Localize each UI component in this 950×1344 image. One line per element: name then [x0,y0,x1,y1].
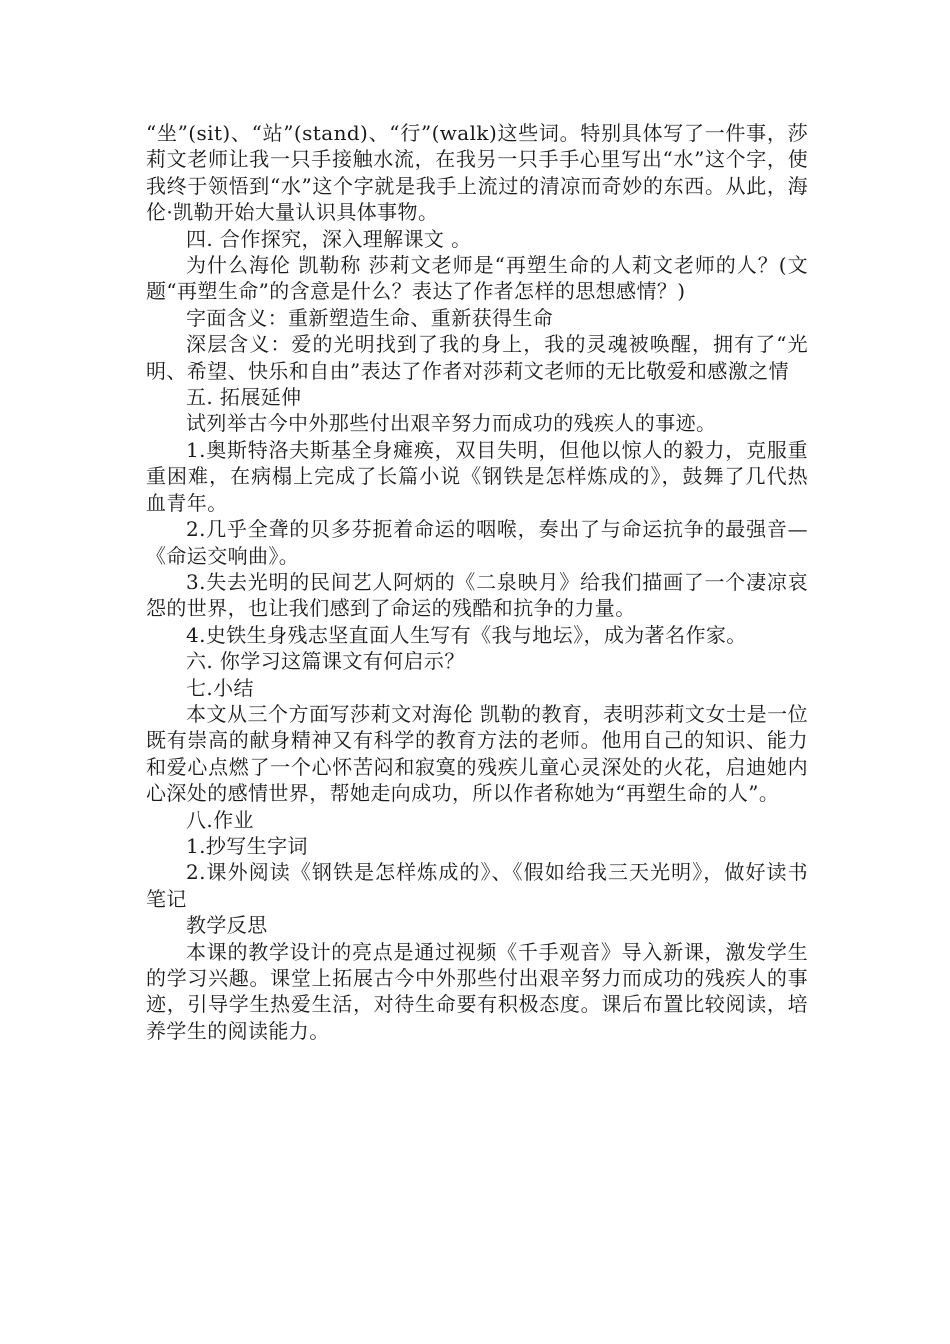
list-item-example-3: 3.失去光明的民间艺人阿炳的《二泉映月》给我们描画了一个凄凉哀怨的世界，也让我们感到了命运的残酷和抗争的力量。 [146,569,808,621]
list-item-example-4: 4.史铁生身残志坚直面人生写有《我与地坛》，成为著名作家。 [186,622,747,647]
list-item-homework-2: 2.课外阅读《钢铁是怎样炼成的》、《假如给我三天光明》，做好读书笔记 [146,860,808,911]
paragraph-question: 为什么海伦 凯勒称 莎莉文老师是“再塑生命的人莉文老师的人？(文题“再塑生命”的含意是什么？表达了作者怎样的思想感情？) [146,253,808,304]
section-heading-reflection: 教学反思 [186,913,268,938]
list-item-example-2: 2.几乎全聋的贝多芬扼着命运的咽喉，奏出了与命运抗争的最强音—《命运交响曲》。 [146,517,808,568]
paragraph-intro-continuation: “坐”(sit)、“站”(stand)、“行”(walk)这些词。特别具体写了一件事，莎莉文老师让我一只手接触水流，在我另一只手手心里写出“水”这个字，使我终于领悟到“水”这个字就是我手上流过的清凉而奇妙的东西。从此，海伦·凯勒开始大量认识具体事物。 [146,121,808,225]
section-heading-extension: 五. 拓展延伸 [186,385,302,410]
paragraph-literal-meaning: 字面含义：重新塑造生命、重新获得生命 [186,305,554,330]
section-heading-cooperative-inquiry: 四. 合作探究，深入理解课文 。 [186,226,472,251]
list-item-example-1: 1.奥斯特洛夫斯基全身瘫痪，双目失明，但他以惊人的毅力，克服重重困难，在病榻上完成了长篇小说《钢铁是怎样炼成的》，鼓舞了几代热血青年。 [146,437,808,515]
document-page [146,120,808,1044]
section-heading-summary: 七.小结 [186,675,254,700]
section-heading-homework: 八.作业 [186,807,254,832]
paragraph-summary: 本文从三个方面写莎莉文对海伦 凯勒的教育，表明莎莉文女士是一位既有崇高的献身精神又有科学的教育方法的老师。他用自己的知识、能力和爱心点燃了一个心怀苦闷和寂寞的残疾儿童心灵深处的火花，启迪她内心深处的感情世界，帮她走向成功，所以作者称她为“再塑生命的人”。 [146,701,808,806]
list-item-homework-1: 1.抄写生字词 [186,833,308,858]
section-heading-insights: 六. 你学习这篇课文有何启示？ [186,649,465,674]
paragraph-extension-prompt: 试列举古今中外那些付出艰辛努力而成功的残疾人的事迹。 [186,411,717,436]
paragraph-deeper-meaning: 深层含义：爱的光明找到了我的身上，我的灵魂被唤醒，拥有了“光明、希望、快乐和自由”表达了作者对莎莉文老师的无比敬爱和感激之情 [146,332,808,383]
paragraph-reflection: 本课的教学设计的亮点是通过视频《千手观音》导入新课，激发学生的学习兴趣。课堂上拓展古今中外那些付出艰辛努力而成功的残疾人的事迹，引导学生热爱生活，对待生命要有积极态度。课后布置比较阅读，培养学生的阅读能力。 [146,939,808,1043]
